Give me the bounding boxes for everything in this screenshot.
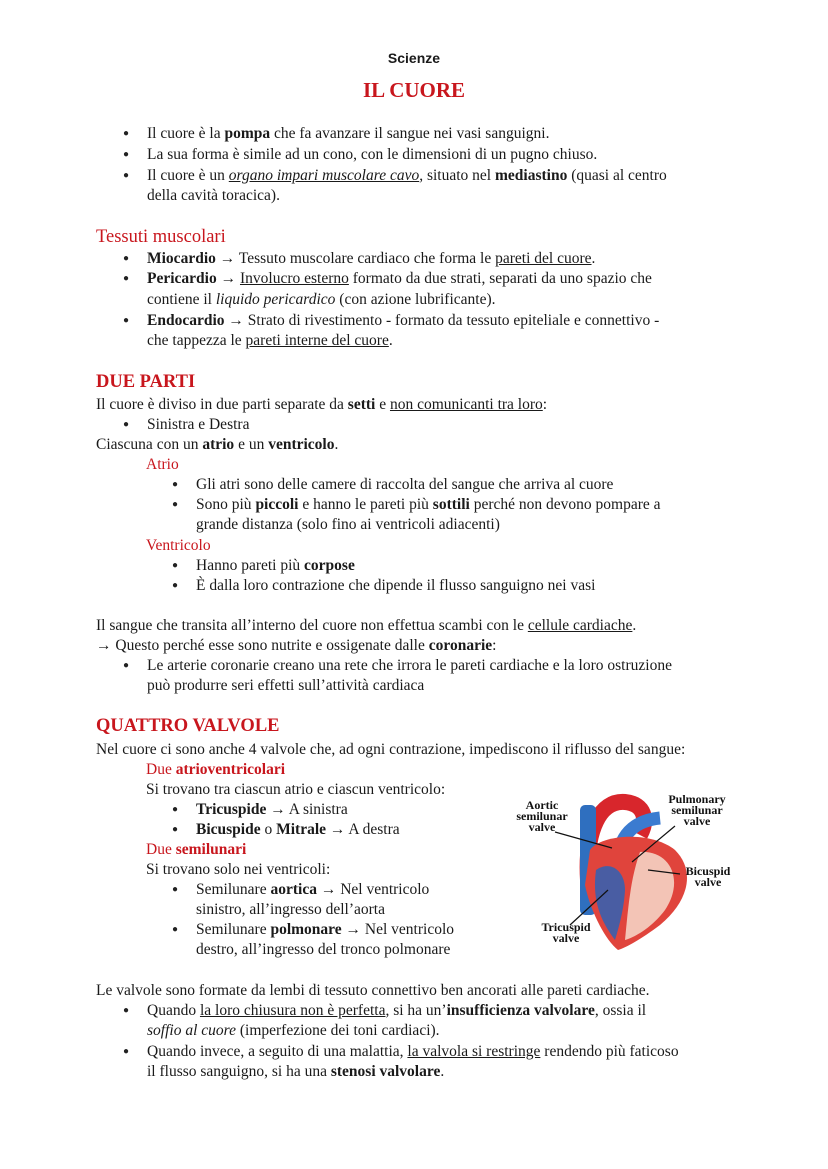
list-continuation: sinistro, all’ingresso dell’aorta: [196, 901, 385, 918]
label-bicuspid-valve: Bicuspid valve: [685, 864, 731, 889]
list-continuation: soffio al cuore (imperfezione dei toni cardiaci).: [147, 1022, 440, 1039]
list-continuation: destro, all’ingresso del tronco polmonare: [196, 941, 451, 958]
list-item: ● Sono più piccoli e hanno le pareti più sottili perché non devono pompare a: [196, 495, 661, 515]
list-continuation: può produrre seri effetti sull’attività cardiaca: [147, 677, 425, 694]
label-tricuspid-valve: Tricuspid valve: [541, 920, 591, 945]
tessuti-item: ● Pericardio → Involucro esterno formato da due strati, separati da uno spazio che: [147, 269, 652, 289]
list-continuation: il flusso sanguigno, si ha una stenosi valvolare.: [147, 1063, 445, 1080]
heart-valves-diagram: [500, 790, 740, 950]
subheading-atrio: Atrio: [146, 456, 179, 473]
tessuti-item: ● Miocardio → Tessuto muscolare cardiaco che forma le pareti del cuore.: [147, 249, 595, 269]
list-item: ● È dalla loro contrazione che dipende il flusso sanguigno nei vasi: [196, 576, 595, 596]
subheading-atrioventricolari: Due atrioventricolari: [146, 761, 286, 778]
paragraph: Il sangue che transita all’interno del cuore non effettua scambi con le cellule cardiache.: [96, 617, 637, 634]
section-heading-tessuti: Tessuti muscolari: [96, 227, 226, 247]
tessuti-item: ● Endocardio → Strato di rivestimento - formato da tessuto epiteliale e connettivo -: [147, 311, 659, 331]
label-pulmonary-valve: Pulmonary semilunar valve: [668, 792, 726, 828]
page-title: IL CUORE: [362, 78, 466, 102]
list-item: ● Sinistra e Destra: [147, 415, 249, 435]
tessuti-continuation: contiene il liquido pericardico (con azione lubrificante).: [147, 291, 496, 308]
subheading-ventricolo: Ventricolo: [146, 537, 211, 554]
list-item: ● Quando la loro chiusura non è perfetta, si ha un’insufficienza valvolare, ossia il: [147, 1001, 646, 1021]
list-item: ● Semilunare aortica → Nel ventricolo: [196, 880, 429, 900]
list-item: ● Semilunare polmonare → Nel ventricolo: [196, 920, 454, 940]
section-heading-valvole: QUATTRO VALVOLE: [96, 716, 280, 736]
paragraph: Si trovano tra ciascun atrio e ciascun ventricolo:: [146, 781, 446, 798]
list-item: ● Tricuspide → A sinistra: [196, 800, 348, 820]
paragraph: Le valvole sono formate da lembi di tessuto connettivo ben ancorati alle pareti cardiache.: [96, 982, 650, 999]
list-continuation: grande distanza (solo fino ai ventricoli adiacenti): [196, 516, 500, 533]
paragraph: Nel cuore ci sono anche 4 valvole che, ad ogni contrazione, impediscono il riflusso del sangue:: [96, 741, 686, 758]
subheading-semilunari: Due semilunari: [146, 841, 247, 858]
label-aortic-valve: Aortic semilunar valve: [516, 798, 568, 834]
section-heading-due-parti: DUE PARTI: [96, 372, 196, 392]
intro-bullet: ● Il cuore è un organo impari muscolare cavo, situato nel mediastino (quasi al centro: [147, 166, 667, 186]
paragraph: Il cuore è diviso in due parti separate da setti e non comunicanti tra loro:: [96, 396, 548, 413]
intro-continuation: della cavità toracica).: [147, 187, 280, 204]
list-item: ● Le arterie coronarie creano una rete che irrora le pareti cardiache e la loro ostruzione: [147, 656, 672, 676]
paragraph: → Questo perché esse sono nutrite e ossigenate dalle coronarie:: [96, 637, 497, 654]
subject-label: Scienze: [387, 50, 441, 66]
paragraph: Si trovano solo nei ventricoli:: [146, 861, 331, 878]
list-item: ● Gli atri sono delle camere di raccolta del sangue che arriva al cuore: [196, 475, 613, 495]
list-item: ● Hanno pareti più corpose: [196, 556, 355, 576]
list-item: ● Bicuspide o Mitrale → A destra: [196, 820, 400, 840]
paragraph: Ciascuna con un atrio e un ventricolo.: [96, 436, 339, 453]
list-item: ● Quando invece, a seguito di una malattia, la valvola si restringe rendendo più faticoso: [147, 1042, 679, 1062]
intro-bullet: ● La sua forma è simile ad un cono, con le dimensioni di un pugno chiuso.: [147, 145, 597, 165]
intro-bullet: ● Il cuore è la pompa che fa avanzare il sangue nei vasi sanguigni.: [147, 124, 549, 144]
tessuti-continuation: che tappezza le pareti interne del cuore.: [147, 332, 393, 349]
